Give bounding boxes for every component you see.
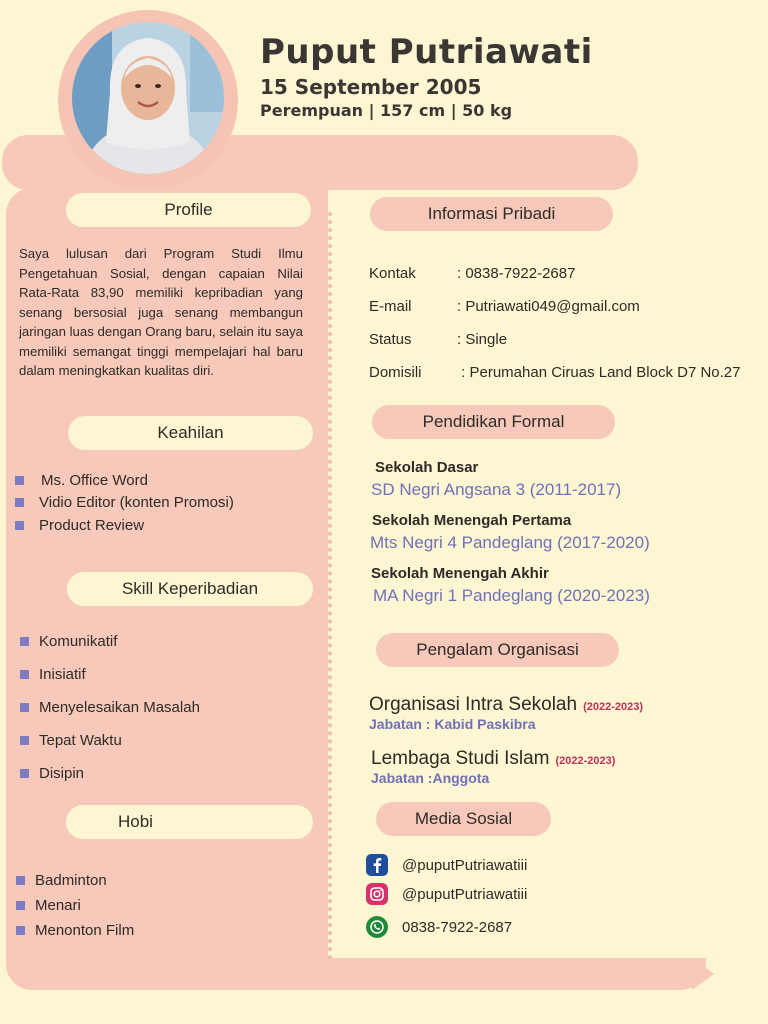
organization-year: (2022-2023): [555, 755, 616, 767]
social-row-instagram[interactable]: [366, 878, 527, 910]
personality-heading: Skill Keperibadian: [67, 572, 313, 606]
bullet-square: [15, 521, 24, 530]
bullet-square: [15, 498, 24, 507]
organization-role: Jabatan :Anggota: [371, 770, 490, 786]
social-handle: @puputPutriawatiii: [402, 885, 528, 903]
info-row-domicile: Domisili : Perumahan Ciruas Land Block D7 No.27: [369, 364, 741, 381]
social-list: [366, 852, 527, 944]
list-item: Vidio Editor (konten Promosi): [15, 492, 234, 515]
list-item: Tepat Waktu: [20, 724, 200, 757]
bullet-square: [15, 476, 24, 485]
organization-heading: Pengalam Organisasi: [376, 633, 619, 667]
profile-heading: Profile: [66, 193, 311, 227]
date-of-birth: 15 September 2005: [260, 75, 482, 99]
info-row-email: E-mail : Putriawati049@gmail.com: [369, 298, 640, 315]
bullet-square: [20, 769, 29, 778]
education-level: Sekolah Menengah Pertama: [372, 512, 572, 529]
social-heading: Media Sosial: [376, 802, 551, 836]
bullet-square: [16, 926, 25, 935]
info-row-contact: Kontak : 0838-7922-2687: [369, 265, 576, 282]
organization-name: Organisasi Intra Sekolah (2022-2023): [369, 694, 643, 715]
education-level: Sekolah Dasar: [375, 459, 479, 476]
bullet-square: [16, 901, 25, 910]
bottom-arrow: [692, 958, 714, 990]
skills-heading: Keahilan: [68, 416, 313, 450]
left-panel-edge: [313, 188, 328, 960]
organization-name: Lembaga Studi Islam (2022-2023): [371, 748, 616, 769]
bullet-square: [20, 670, 29, 679]
list-item: Product Review: [15, 514, 234, 537]
social-handle: 0838-7922-2687: [402, 918, 513, 936]
list-item: Menonton Film: [16, 918, 134, 943]
list-item: Komunikatif: [20, 625, 200, 658]
education-school: SD Negri Angsana 3 (2011-2017): [371, 480, 622, 499]
social-row-whatsapp[interactable]: [366, 910, 527, 944]
bottom-band: [6, 958, 706, 990]
bullet-square: [16, 876, 25, 885]
info-row-status: Status : Single: [369, 331, 508, 348]
dotted-divider: [328, 212, 332, 960]
person-name: Puput Putriawati: [260, 32, 593, 72]
list-item: Ms. Office Word: [15, 469, 234, 492]
social-handle: @puputPutriawatiii: [402, 856, 528, 874]
bullet-square: [20, 736, 29, 745]
bullet-square: [20, 703, 29, 712]
list-item: Menyelesaikan Masalah: [20, 691, 200, 724]
personal-stats: Perempuan | 157 cm | 50 kg: [260, 101, 513, 120]
instagram-icon: [366, 883, 388, 905]
facebook-icon: [366, 854, 388, 876]
skills-list: [15, 469, 234, 537]
organization-year: (2022-2023): [583, 701, 643, 713]
personal-info-list: [369, 265, 740, 397]
personality-list: [20, 625, 200, 790]
education-heading: Pendidikan Formal: [372, 405, 615, 439]
education-school: Mts Negri 4 Pandeglang (2017-2020): [370, 533, 650, 552]
list-item: Inisiatif: [20, 658, 200, 691]
personal-info-heading: Informasi Pribadi: [370, 197, 613, 231]
list-item: Badminton: [16, 868, 134, 893]
bullet-square: [20, 637, 29, 646]
hobbies-heading: Hobi: [66, 805, 313, 839]
hobbies-list: [16, 868, 134, 943]
organization-role: Jabatan : Kabid Paskibra: [369, 716, 536, 732]
education-level: Sekolah Menengah Akhir: [371, 565, 549, 582]
avatar: [72, 22, 224, 174]
profile-text: Saya lulusan dari Program Studi Ilmu Pengetahuan Sosial, dengan capaian Nilai Rata-Rata 83,90 memiliki kepribadian yang senang bersosial juga senang membangun jaringan luas dengan Orang baru, selain itu saya memiliki semangat tinggi mempelajari hal baru dalam meningkatkan kualitas diri.: [19, 246, 303, 378]
list-item: Disipin: [20, 757, 200, 790]
whatsapp-icon: [366, 916, 388, 938]
education-school: MA Negri 1 Pandeglang (2020-2023): [373, 586, 650, 605]
list-item: Menari: [16, 893, 134, 918]
social-row-facebook[interactable]: [366, 852, 527, 878]
